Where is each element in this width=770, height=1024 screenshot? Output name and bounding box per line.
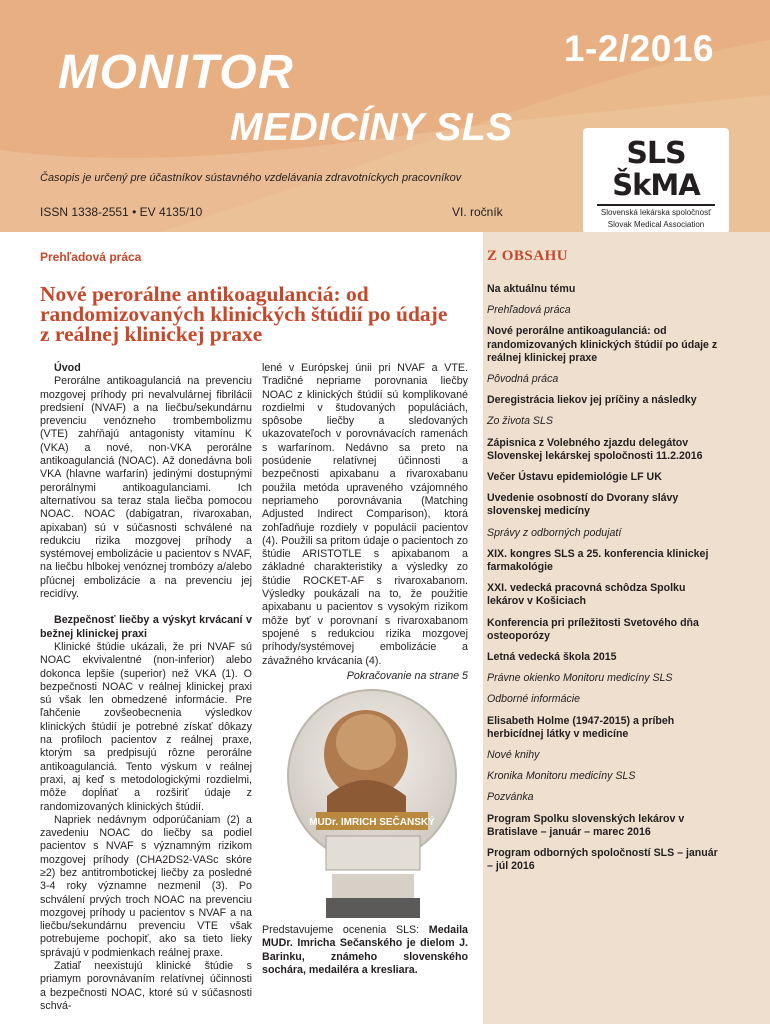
logo-sls-text: SLS xyxy=(626,136,686,171)
image-caption xyxy=(262,924,468,977)
article-column-1 xyxy=(40,362,252,1013)
subheading-safety: Bezpečnosť liečby a výskyt krvácaní v bežnej klinickej praxi xyxy=(40,614,252,640)
tagline: Časopis je určený pre účastníkov sústavného vzdelávania zdravotníckych pracovníkov xyxy=(40,172,462,184)
paragraph: lené v Európskej únii pri NVAF a VTE. Tradičné nepriame porovnania liečby NOAC z klinických štúdií sú komplikované rozdielmi v študovaných populáciách, spôsobe liečby a sledovaných ukazovateľoch v porovnávacích ramenách s warfarínom. Nedávno sa preto na posúdenie relatívnej účinnosti a bezpečnosti apixabanu a rivaroxabanu použila metóda upraveného vzájomného nepriameho porovnávania (Matching Adjusted Indirect Comparison), ktorá zohľadňuje rozdiely v populácii pacientov (4). Použili sa pritom údaje o pacientoch zo štúdie ARISTOTLE s apixabanom a základné charakteristiky a výsledky zo štúdie ROCKET-AF s rivaroxabanom. Výsledky poukázali na to, že použitie apixabanu u pacientov s vysokým rizikom môže byť v porovnaní s rivaroxabanom spojené s redukciou rizika mozgovej príhody/systémovej embolizácie a závažného krvácania (4). xyxy=(262,362,468,667)
issn: ISSN 1338-2551 • EV 4135/10 xyxy=(40,205,203,219)
paragraph: Klinické štúdie ukázali, že pri NVAF sú NOAC ekvivalentné (non-inferior) alebo dokonca lepšie (superior) než VKA (1). O bezpečnosti NOAC v reálnej klinickej praxi sú však len obmedzené informácie. Pre ľahčenie zovšeobecnenia výsledkov klinických štúdií je potrebné získať dôkazy na profiloch pacientov z reálnej praxe, ktorým sa predpisujú rôzne perorálne antikoagulanciá. Tento výskum v reálnej praxi, aj keď s metodologickými rozdielmi, môže dopĺňať a rozširiť údaje z randomizovaných klinických štúdií. xyxy=(40,640,252,813)
paragraph: Zatiaľ neexistujú klinické štúdie s priamym porovnávaním relatívnej účinnosti a bezpečnosti NOAC, ktoré sú v súčasnosti schvá- xyxy=(40,960,252,1012)
volume: VI. ročník xyxy=(452,205,503,219)
toc-category: Pôvodná práca xyxy=(487,373,559,386)
toc-category: Kronika Monitoru medicíny SLS xyxy=(487,770,636,783)
paragraph: Napriek nedávnym odporúčaniam (2) a zavedeniu NOAC do liečby sa podiel pacientov s NVAF s významným rizikom mozgovej príhody (CHA2DS2-VASc skóre ≥2) bez antitrombotickej liečby za posledné 3-4 roky významne nezmenil (3). Po schválení prvých troch NOAC na prevenciu mozgovej príhody u pacientov s NVAF a na liečbu/sekundárnu prevenciu VTE však potrebujeme pochopiť, ako sa tieto lieky správajú v podmienkach reálnej praxe. xyxy=(40,813,252,959)
toc-entry[interactable]: Deregistrácia liekov jej príčiny a následky xyxy=(487,394,697,407)
medal-inscription: MUDr. IMRICH SEČANSKÝ xyxy=(309,817,435,828)
toc-entry[interactable]: Program odborných spoločností SLS – január – júl 2016 xyxy=(487,847,718,873)
logo-caption-sk: Slovenská lekárska spoločnosť xyxy=(600,208,712,217)
logo-divider xyxy=(597,204,715,206)
toc-entry[interactable]: Uvedenie osobností do Dvorany slávy slovenskej medicíny xyxy=(487,492,679,518)
caption-prefix: Predstavujeme ocenenia SLS: xyxy=(262,924,429,936)
sls-skma-logo xyxy=(583,128,729,234)
subheading-intro: Úvod xyxy=(54,362,81,374)
toc-entry[interactable]: XXI. vedecká pracovná schôdza Spolku lekárov v Košiciach xyxy=(487,582,686,608)
article-title: Nové perorálne antikoagulanciá: od randomizovaných klinických štúdií po údaje z reálnej klinickej praxe xyxy=(40,282,448,346)
toc-entry[interactable]: Letná vedecká škola 2015 xyxy=(487,651,617,664)
toc-category: Odborné informácie xyxy=(487,693,581,706)
toc-category: Správy z odborných podujatí xyxy=(487,526,622,539)
caption-bold: Medaila MUDr. Imricha Sečanského je dielom J. Barinku, známeho slovenského sochára, medailéra a kresliara. xyxy=(262,924,468,976)
toc-category: Prehľadová práca xyxy=(487,304,571,317)
toc-category: Pozvánka xyxy=(487,791,534,804)
magazine-title-line2: MEDICÍNY SLS xyxy=(230,106,513,149)
toc-category: Nové knihy xyxy=(487,749,540,762)
toc-entry[interactable]: Elisabeth Holme (1947-2015) a príbeh herbicídnej látky v medicíne xyxy=(487,714,675,740)
toc-entry[interactable]: Program Spolku slovenských lekárov v Bratislave – január – marec 2016 xyxy=(487,812,685,838)
section-label: Prehľadová práca xyxy=(40,250,142,264)
toc-entry[interactable]: Nové perorálne antikoagulanciá: od randomizovaných klinických štúdií po údaje z reálnej klinickej praxe xyxy=(487,325,718,364)
toc-category: Právne okienko Monitoru medicíny SLS xyxy=(487,672,673,685)
toc-entry[interactable]: Na aktuálnu tému xyxy=(487,283,576,295)
toc-entry[interactable]: XIX. kongres SLS a 25. konferencia klinickej farmakológie xyxy=(487,547,709,574)
table-of-contents xyxy=(487,283,723,882)
masthead xyxy=(0,0,770,232)
article-column-2 xyxy=(262,362,468,683)
toc-entry[interactable]: Večer Ústavu epidemiológie LF UK xyxy=(487,471,662,484)
paragraph: Perorálne antikoagulanciá na prevenciu mozgovej príhody pri nevalvulárnej fibrilácii predsiení (NVAF) a na liečbu/sekundárnu prevenciu venózneho trombembolizmu (VTE) zahŕňajú antagonisty vitamínu K (VKA) a nové, non-VKA perorálne antikoagulanciá (NOAC). Až donedávna boli VKA (hlavne warfarín) jedinými dostupnými perorálnymi antikoagulanciami. Ich alternatívou sa teraz stala liečba pomocou NOAC. NOAC (dabigatran, rivaroxaban, apixaban) sú v súčasnosti schválené na redukciu rizika mozgovej príhody a systémovej embolizácie u pacientov s NVAF, na liečbu hlbokej venóznej trombózy a/alebo pľúcnej embolizácie a na prevenciu jej recidívy. xyxy=(40,375,252,601)
contents-heading: Z OBSAHU xyxy=(487,248,569,264)
magazine-title-line1: MONITOR xyxy=(58,46,295,99)
continued-note[interactable]: Pokračovanie na strane 5 xyxy=(346,669,468,682)
logo-skma-text: ŠkMA xyxy=(612,168,700,202)
toc-category: Zo života SLS xyxy=(487,415,553,428)
toc-entry[interactable]: Zápisnica z Volebného zjazdu delegátov Slovenskej lekárskej spoločnosti 11.2.2016 xyxy=(487,436,703,462)
medal-image xyxy=(282,684,462,920)
toc-entry[interactable]: Konferencia pri príležitosti Svetového dňa osteoporózy xyxy=(487,616,699,642)
logo-caption-en: Slovak Medical Association xyxy=(607,220,705,229)
issue-number: 1-2/2016 xyxy=(563,28,714,69)
